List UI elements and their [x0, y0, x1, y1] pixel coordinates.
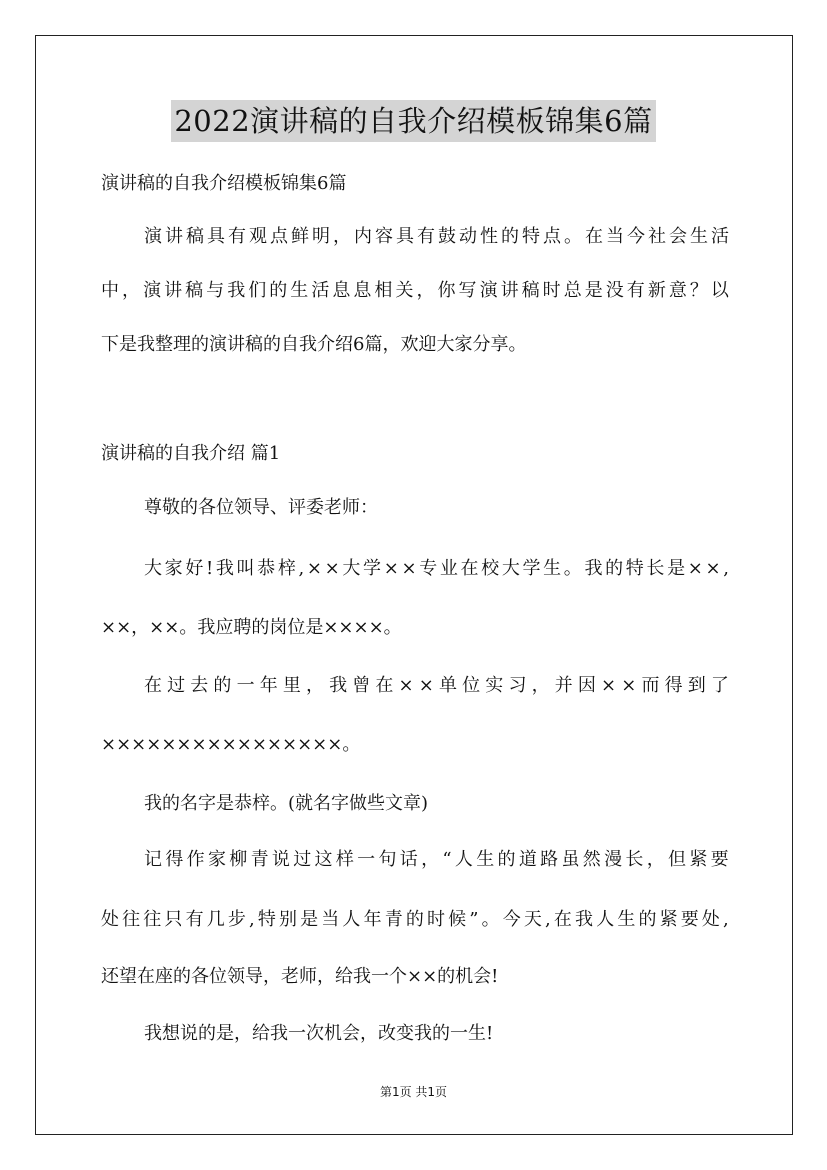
paragraph-2-line-1: 在 过 去 的 一 年 里 ， 我 曾 在 × × 单 位 实 习 ， 并 因 × × 而 得 到 了 [144, 675, 729, 696]
intro-line-2: 中 ， 演 讲 稿 与 我 们 的 生 活 息 息 相 关 ， 你 写 演 讲 稿 时 总 是 没 有 新 意 ？ 以 [101, 280, 729, 301]
section-heading: 演讲稿的自我介绍 篇1 [101, 443, 281, 464]
paragraph-4-line-2: 处 往 往 只 有 几 步 , 特 别 是 当 人 年 青 的 时 候 ” 。 今 天 , 在 我 人 生 的 紧 要 处 , [101, 909, 729, 930]
title-container [0, 100, 827, 142]
document-title: 2022演讲稿的自我介绍模板锦集6篇 [171, 100, 655, 142]
greeting: 尊敬的各位领导、评委老师： [144, 497, 378, 518]
paragraph-5: 我想说的是，给我一次机会，改变我的一生! [144, 1023, 494, 1044]
page-footer: 第1页 共1页 [379, 1085, 448, 1099]
paragraph-1-line-2: ××，××。我应聘的岗位是××××。 [101, 617, 402, 638]
document-subtitle: 演讲稿的自我介绍模板锦集6篇 [101, 173, 347, 194]
intro-line-1: 演 讲 稿 具 有 观 点 鲜 明 ， 内 容 具 有 鼓 动 性 的 特 点 。 在 当 今 社 会 生 活 [144, 226, 729, 247]
intro-line-3: 下是我整理的演讲稿的自我介绍6篇，欢迎大家分享。 [101, 334, 527, 355]
paragraph-4-line-3: 还望在座的各位领导，老师，给我一个××的机会! [101, 966, 499, 987]
paragraph-3: 我的名字是恭梓。(就名字做些文章) [144, 793, 429, 814]
paragraph-4-line-1: 记 得 作 家 柳 青 说 过 这 样 一 句 话 ， “ 人 生 的 道 路 虽 然 漫 长 ， 但 紧 要 [144, 849, 729, 870]
document-body [101, 172, 729, 1046]
paragraph-1-line-1: 大 家 好 ! 我 叫 恭 梓 , × × 大 学 × × 专 业 在 校 大 学 生 。 我 的 特 长 是 × × , [144, 558, 729, 579]
paragraph-2-line-2: ××××××××××××××××。 [101, 734, 361, 755]
